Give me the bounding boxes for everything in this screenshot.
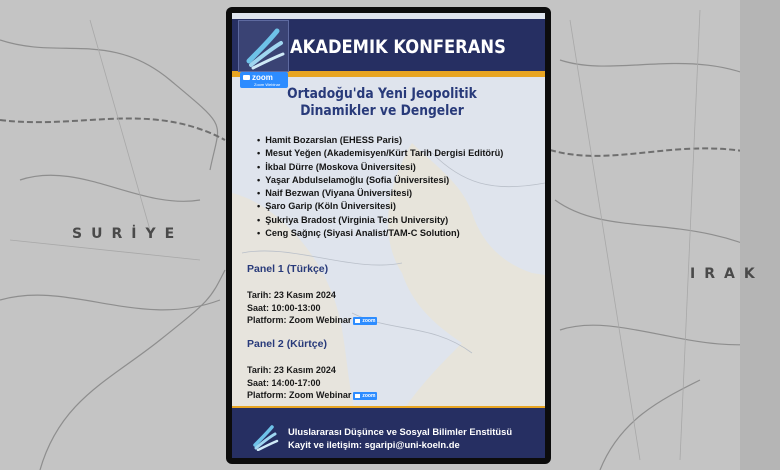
zoom-logo-text: zoom [362, 317, 376, 324]
speaker-item: • Mesut Yeğen (Akademisyen/Kürt Tarih Dergisi Editörü) [257, 147, 503, 160]
speaker-item: • Hamit Bozarslan (EHESS Paris) [257, 134, 503, 147]
speaker-item: • Şaro Garip (Köln Üniversitesi) [257, 200, 503, 213]
camera-icon [243, 75, 250, 80]
zoom-logo-icon [353, 317, 377, 325]
footer-contact: Kayit ve iletişim: sgaripi@uni-koeln.de [288, 439, 460, 450]
zoom-badge-label: zoom [252, 73, 273, 82]
panel-2-date: Tarih: 23 Kasım 2024 [247, 365, 336, 375]
speaker-item: • İkbal Dürre (Moskova Üniversitesi) [257, 161, 503, 174]
footer-wave-logo-icon [250, 421, 280, 451]
panel-1-time: Saat: 10:00-13:00 [247, 303, 321, 313]
panel-1-platform-text: Platform: Zoom Webinar [247, 315, 352, 325]
speaker-item: • Ceng Sağnıç (Siyasi Analist/TAM-C Solution) [257, 227, 503, 240]
conference-subtitle [250, 86, 514, 120]
panel-2-title: Panel 2 (Kürtçe) [247, 338, 327, 350]
wave-logo-icon [239, 21, 290, 73]
footer-institute-name: Uluslararası Düşünce ve Sosyal Bilimler Enstitüsü [288, 426, 513, 437]
speaker-item: • Şukriya Bradost (Virginia Tech University) [257, 214, 503, 227]
speaker-list [257, 134, 503, 240]
institute-logo [238, 20, 289, 72]
panel-1-title: Panel 1 (Türkçe) [247, 263, 329, 275]
conference-poster [226, 7, 551, 464]
map-label-iraq: IRAK [690, 266, 764, 282]
poster-title: AKADEMIK KONFERANS [290, 36, 506, 58]
subtitle-line-2: Dinamikler ve Dengeler [300, 103, 464, 119]
panel-2-time: Saat: 14:00-17:00 [247, 378, 321, 388]
panel-2-platform [247, 390, 377, 400]
poster-sheet [232, 13, 545, 458]
zoom-logo-text: zoom [362, 392, 376, 399]
zoom-badge-sub: Zoom Webinar [254, 82, 281, 87]
speaker-item: • Naif Bezwan (Viyana Üniversitesi) [257, 187, 503, 200]
map-label-syria: SURİYE [72, 226, 184, 242]
panel-1-platform [247, 315, 377, 325]
speaker-item: • Yaşar Abdulselamoğlu (Sofia Üniversitesi) [257, 174, 503, 187]
subtitle-line-1: Ortadoğu'da Yeni Jeopolitik [287, 86, 477, 102]
panel-2-platform-text: Platform: Zoom Webinar [247, 390, 352, 400]
panel-1-date: Tarih: 23 Kasım 2024 [247, 290, 336, 300]
zoom-logo-icon [353, 392, 377, 400]
